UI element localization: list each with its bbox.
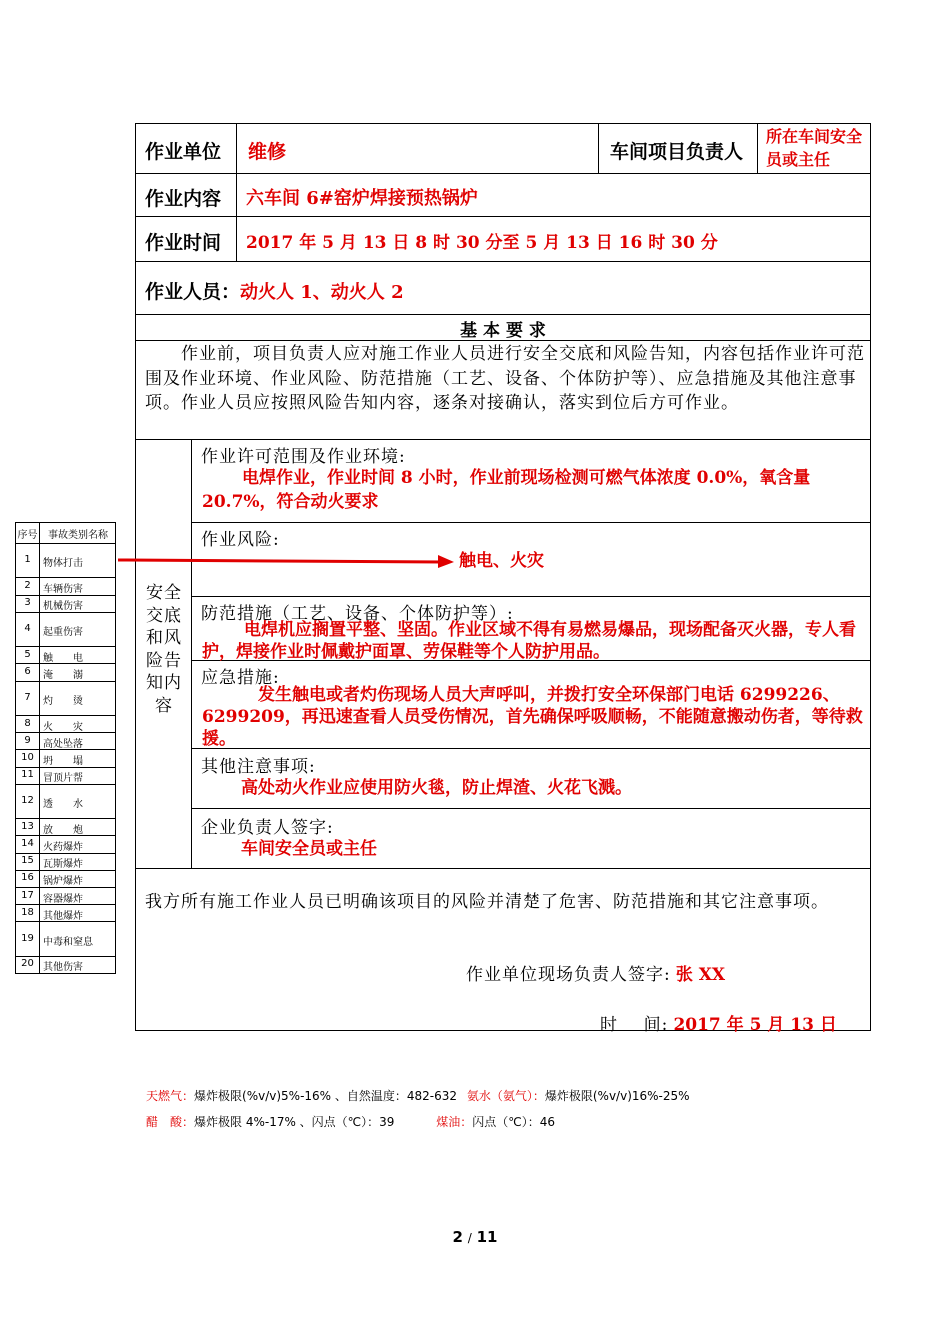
accident-name: 高处坠落: [43, 738, 83, 750]
section-scope-label: 作业许可范围及作业环境:: [201, 447, 406, 467]
accident-row: [16, 595, 115, 613]
accident-index: 10: [21, 751, 34, 763]
accident-row: [16, 715, 115, 733]
accident-index: 16: [21, 872, 34, 884]
red-arrow-icon: [116, 553, 456, 569]
accident-row: [16, 818, 115, 836]
footnote-gas-name: 天燃气：: [146, 1089, 195, 1103]
accident-name: 淹 溺: [43, 669, 83, 681]
accident-name: 锅炉爆炸: [43, 876, 83, 888]
section-measures-value: 电焊机应搁置平整、坚固。作业区域不得有易燃易爆品，现场配备灭火器，专人看护，焊接作业时佩戴护面罩、劳保鞋等个人防护用品。: [202, 620, 856, 662]
accident-name: 坍 塌: [43, 755, 83, 767]
accident-row: [16, 663, 115, 681]
unit-value: 维修: [248, 141, 287, 163]
accident-index: 19: [21, 932, 34, 944]
accident-row: [16, 835, 115, 853]
footnote-acid-text: 爆炸极限 4%-17% 、闪点（℃）：39: [194, 1115, 395, 1129]
leader-value: 所在车间安全员或主任: [766, 127, 863, 169]
accident-index: 9: [24, 734, 31, 746]
footnote-line-1: [146, 1087, 690, 1104]
accident-row: [16, 612, 115, 647]
accident-name: 车辆伤害: [43, 583, 83, 595]
side-label: 安全交底和风险告知内容: [146, 583, 182, 716]
accident-table-header: [16, 523, 115, 543]
footnote-ammonia-text: 爆炸极限(%v/v)16%-25%: [544, 1089, 690, 1103]
personnel-value: 动火人 1、动火人 2: [240, 282, 404, 303]
time-value: 2017 年 5 月 13 日 8 时 30 分至 5 月 13 日 16 时 30 分: [246, 233, 718, 253]
accident-row: [16, 784, 115, 819]
content-value: 六车间 6#窑炉焊接预热锅炉: [246, 188, 478, 209]
accident-index: 5: [24, 648, 31, 660]
accident-name: 放 炮: [43, 824, 83, 836]
section-other-label: 其他注意事项:: [201, 757, 316, 777]
accident-index: 15: [21, 855, 34, 867]
accident-row: [16, 767, 115, 785]
footnote-line-2: [146, 1113, 555, 1130]
accident-name: 火药爆炸: [43, 841, 83, 853]
accident-name: 容器爆炸: [43, 893, 83, 905]
page-total: 11: [476, 1228, 498, 1246]
unit-label: 作业单位: [145, 141, 222, 163]
footnote-acid-name: 醋 酸：: [146, 1115, 195, 1129]
site-leader-value: 张 XX: [675, 965, 726, 985]
accident-index: 12: [21, 794, 34, 806]
date-label: 时 间:: [600, 1015, 669, 1035]
header-category: 事故类别名称: [48, 530, 108, 541]
accident-index: 14: [21, 837, 34, 849]
accident-category-table: [15, 522, 116, 974]
accident-row: [16, 921, 115, 956]
accident-name: 机械伤害: [43, 601, 83, 613]
section-other-value: 高处动火作业应使用防火毯，防止焊渣、火花飞溅。: [241, 778, 632, 798]
section-measures-label: 防范措施（工艺、设备、个体防护等）:: [201, 604, 514, 624]
accident-name: 其他伤害: [43, 962, 83, 974]
signature-date: [600, 1010, 837, 1035]
page-separator: /: [467, 1231, 472, 1245]
accident-index: 1: [24, 554, 31, 566]
section-risk-value: 触电、火灾: [459, 551, 544, 571]
accident-row: [16, 956, 115, 974]
date-value: 2017 年 5 月 13 日: [673, 1015, 837, 1035]
accident-row: [16, 681, 115, 716]
accident-index: 3: [24, 597, 31, 609]
accident-row: [16, 646, 115, 664]
accident-name: 火 灾: [43, 721, 83, 733]
section-scope-value: 电焊作业，作业时间 8 小时，作业前现场检测可燃气体浓度 0.0%，氧含量 20.7%，符合动火要求: [202, 468, 811, 512]
content-label: 作业内容: [145, 188, 222, 210]
section-risk-label: 作业风险:: [201, 530, 280, 550]
accident-row: [16, 904, 115, 922]
footnote-kerosene-text: 闪点（℃）：46: [472, 1115, 556, 1129]
accident-name: 物体打击: [43, 558, 83, 570]
accident-name: 冒顶片帮: [43, 773, 83, 785]
section-signature-value: 车间安全员或主任: [241, 839, 377, 859]
accident-name: 起重伤害: [43, 626, 83, 638]
accident-index: 7: [24, 691, 31, 703]
accident-index: 18: [21, 906, 34, 918]
accident-index: 6: [24, 665, 31, 677]
personnel-label: 作业人员：: [145, 281, 241, 303]
accident-index: 8: [24, 717, 31, 729]
basic-requirements-title: 基 本 要 求: [460, 321, 546, 341]
confirm-text: 我方所有施工作业人员已明确该项目的风险并清楚了危害、防范措施和其它注意事项。: [145, 892, 829, 912]
section-signature-label: 企业负责人签字:: [201, 818, 334, 838]
page-number: [0, 1228, 950, 1246]
section-emergency-value: 发生触电或者灼伤现场人员大声呼叫，并拨打安全环保部门电话 6299226、6299209，再迅速查看人员受伤情况，首先确保呼吸顺畅，不能随意搬动伤者，等待救援。: [202, 685, 863, 749]
accident-name: 瓦斯爆炸: [43, 859, 83, 871]
section-emergency-label: 应急措施:: [201, 668, 280, 688]
footnote-kerosene-name: 煤油：: [436, 1115, 473, 1129]
accident-row: [16, 577, 115, 595]
accident-name: 透 水: [43, 798, 83, 810]
header-index: 序号: [17, 530, 38, 541]
accident-row: [16, 887, 115, 905]
accident-index: 20: [21, 958, 34, 970]
accident-row: [16, 732, 115, 750]
accident-index: 4: [24, 622, 31, 634]
accident-row: [16, 870, 115, 888]
accident-index: 2: [24, 579, 31, 591]
accident-index: 17: [21, 889, 34, 901]
accident-row: [16, 749, 115, 767]
accident-name: 触 电: [43, 652, 83, 664]
basic-requirements-text: 作业前，项目负责人应对施工作业人员进行安全交底和风险告知，内容包括作业许可范围及作业环境、作业风险、防范措施（工艺、设备、个体防护等）、应急措施及其他注意事项。作业人员应按照风险告知内容，逐条对接确认，落实到位后方可作业。: [145, 344, 865, 413]
accident-index: 11: [21, 769, 34, 781]
accident-row: [16, 853, 115, 871]
site-leader-signature: [466, 960, 725, 985]
accident-name: 中毒和窒息: [43, 936, 93, 948]
accident-name: 灼 烫: [43, 695, 83, 707]
personnel-row: [145, 277, 404, 304]
page-current: 2: [452, 1228, 463, 1246]
accident-index: 13: [21, 820, 34, 832]
accident-row: [16, 543, 115, 578]
accident-name: 其他爆炸: [43, 910, 83, 922]
site-leader-label: 作业单位现场负责人签字:: [466, 965, 671, 985]
footnote-gas-text: 爆炸极限(%v/v)5%-16% 、自然温度：482-632: [194, 1089, 458, 1103]
footnote-ammonia-name: 氨水（氨气）：: [466, 1089, 545, 1103]
time-label: 作业时间: [145, 232, 222, 254]
leader-label: 车间项目负责人: [610, 141, 744, 163]
